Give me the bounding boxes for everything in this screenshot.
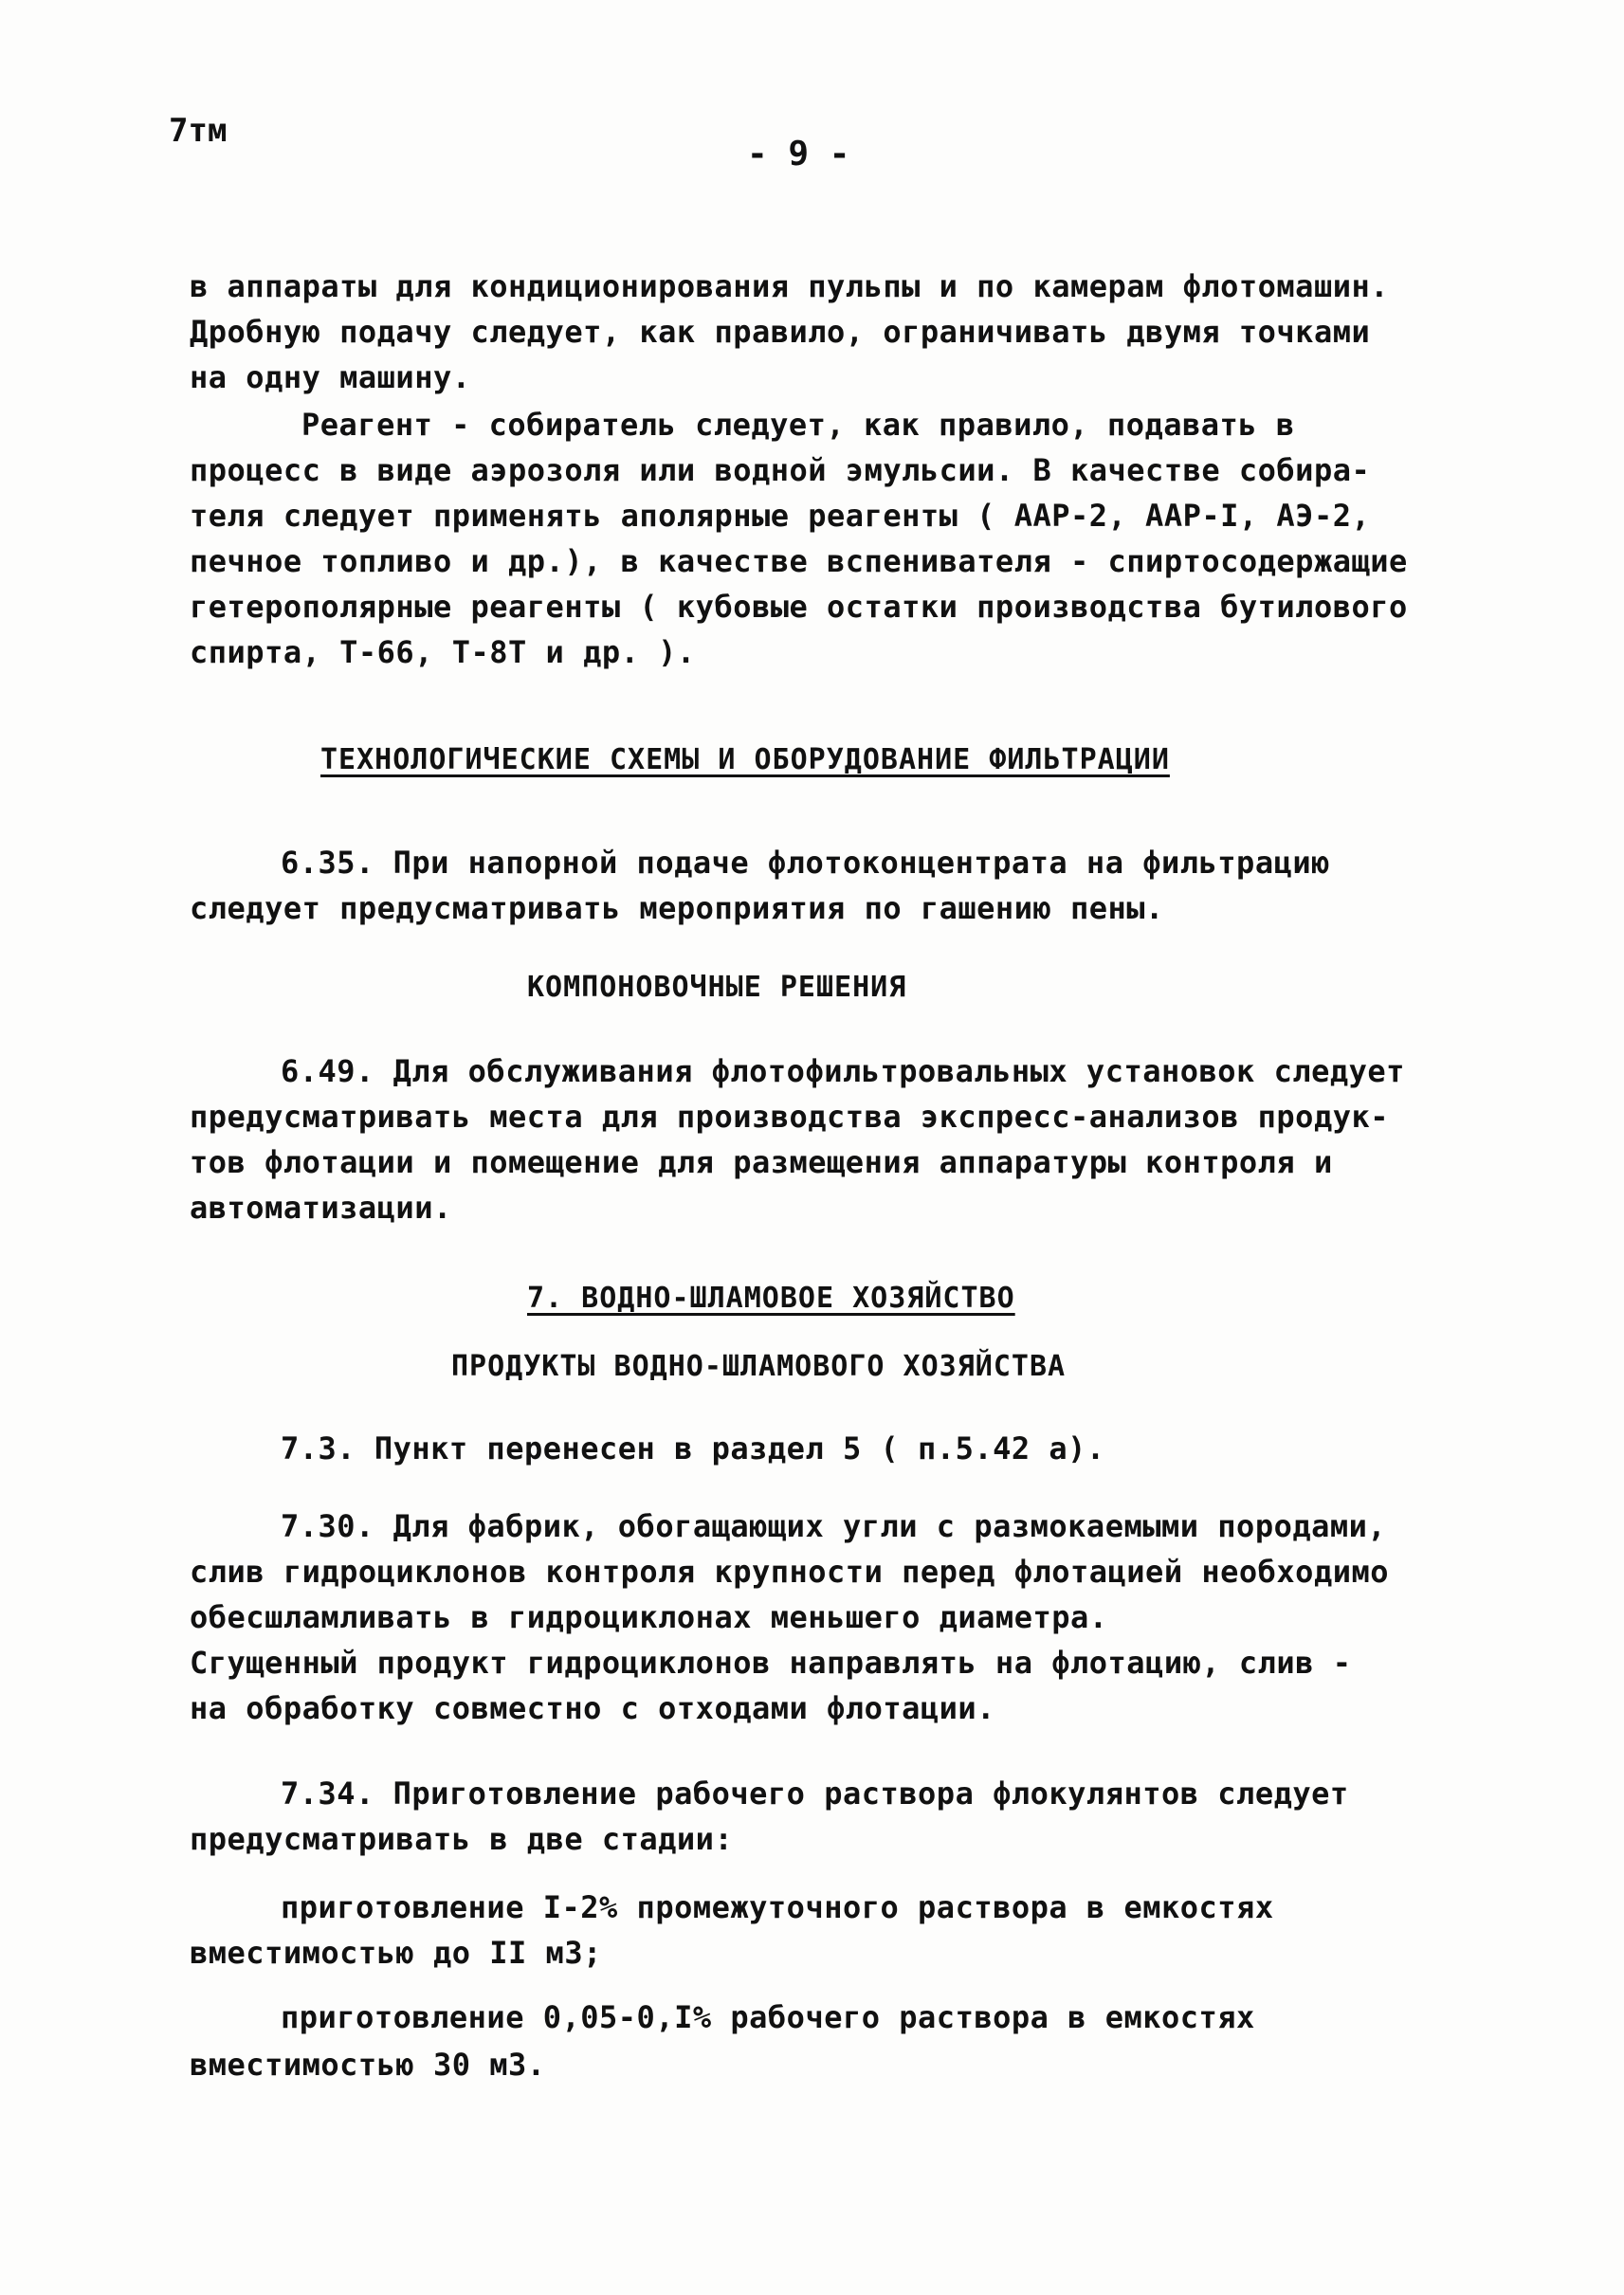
text-line: Дробную подачу следует, как правило, ограничивать двумя точками — [190, 314, 1371, 350]
text-line: предусматривать места для производства экспресс-анализов продук- — [190, 1099, 1389, 1135]
text-line: Сгущенный продукт гидроциклонов направлять на флотацию, слив - — [190, 1645, 1352, 1681]
section-heading-layout: КОМПОНОВОЧНЫЕ РЕШЕНИЯ — [527, 971, 907, 1004]
subsection-heading: ПРОДУКТЫ ВОДНО-ШЛАМОВОГО ХОЗЯЙСТВА — [451, 1350, 1067, 1383]
text-line: приготовление I-2% промежуточного раствора в емкостях — [281, 1889, 1274, 1925]
text-line: 6.35. При напорной подаче флотоконцентрата на фильтрацию — [281, 845, 1330, 881]
text-line: гетерополярные реагенты ( кубовые остатки производства бутилового — [190, 589, 1408, 625]
text-line: обесшламливать в гидроциклонах меньшего диаметра. — [190, 1599, 1108, 1635]
text-line: предусматривать в две стадии: — [190, 1821, 734, 1857]
page-number: - 9 - — [747, 135, 850, 173]
text-line: теля следует применять аполярные реагенты ( ААР-2, ААР-I, АЭ-2, — [190, 498, 1371, 534]
text-line: Реагент - собиратель следует, как правило, подавать в — [301, 407, 1295, 443]
section-heading-7: 7. ВОДНО-ШЛАМОВОЕ ХОЗЯЙСТВО — [527, 1282, 1015, 1315]
text-line: 6.49. Для обслуживания флотофильтровальных установок следует — [281, 1053, 1405, 1089]
text-line: на одну машину. — [190, 359, 471, 395]
text-line: тов флотации и помещение для размещения аппаратуры контроля и — [190, 1144, 1333, 1180]
text-line: в аппараты для кондиционирования пульпы и по камерам флотомашин. — [190, 268, 1389, 304]
text-line: процесс в виде аэрозоля или водной эмульсии. В качестве собира- — [190, 452, 1371, 488]
text-line: печное топливо и др.), в качестве вспенивателя - спиртосодержащие — [190, 543, 1408, 579]
text-line: на обработку совместно с отходами флотации. — [190, 1690, 995, 1726]
text-line: слив гидроциклонов контроля крупности перед флотацией необходимо — [190, 1554, 1389, 1590]
text-line: следует предусматривать мероприятия по гашению пены. — [190, 890, 1164, 926]
text-line: спирта, Т-66, Т-8Т и др. ). — [190, 634, 696, 670]
section-heading-filtration: ТЕХНОЛОГИЧЕСКИЕ СХЕМЫ И ОБОРУДОВАНИЕ ФИЛЬТРАЦИИ — [320, 743, 1170, 776]
text-line: 7.30. Для фабрик, обогащающих угли с размокаемыми породами, — [281, 1508, 1387, 1544]
text-line: приготовление 0,05-0,I% рабочего раствора в емкостях — [281, 1999, 1255, 2035]
text-line: вместимостью 30 м3. — [190, 2047, 546, 2083]
text-line: 7.34. Приготовление рабочего раствора флокулянтов следует — [281, 1776, 1349, 1812]
text-line: вместимостью до II м3; — [190, 1935, 602, 1971]
text-line: 7.3. Пункт перенесен в раздел 5 ( п.5.42 а). — [281, 1430, 1105, 1466]
text-line: автоматизации. — [190, 1190, 452, 1226]
document-code: 7тм — [169, 112, 228, 150]
